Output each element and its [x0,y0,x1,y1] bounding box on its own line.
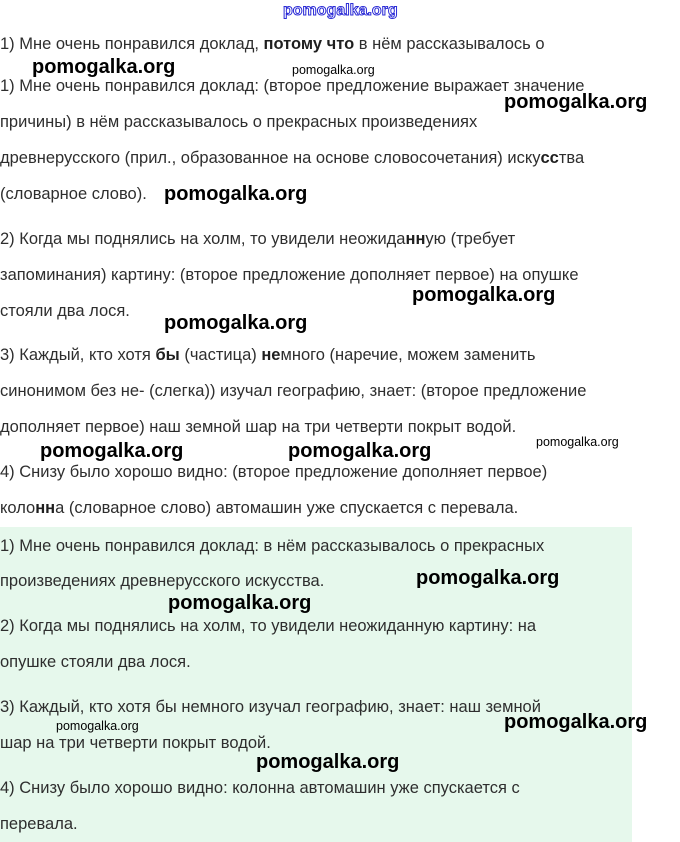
answer-line-7: 4) Снизу было хорошо видно: колонна автомашин уже спускается с [0,779,520,797]
watermark: pomogalka.org [32,56,176,78]
answer-line-4: опушке стояли два лося. [0,653,191,671]
watermark: pomogalka.org [164,183,308,205]
watermark: pomogalka.org [292,63,375,77]
analysis-line-8: стояли два лося. [0,302,130,320]
watermark: pomogalka.org [40,440,184,462]
watermark: pomogalka.org [504,91,648,113]
text-fragment: древнерусского (прил., образованное на основе словосочетания) иску [0,149,541,167]
highlight-letters: нн [35,499,56,517]
answer-line-1: 1) Мне очень понравился доклад: в нём рассказывалось о прекрасных [0,537,545,555]
text-fragment: много (наречие, можем заменить [280,346,536,364]
analysis-line-4 [0,148,584,168]
watermark: pomogalka.org [168,592,312,614]
watermark: pomogalka.org [504,711,648,733]
watermark: pomogalka.org [536,435,619,449]
analysis-line-12: 4) Снизу было хорошо видно: (второе предложение дополняет первое) [0,463,548,481]
answer-line-8: перевала. [0,815,78,833]
answer-line-5: 3) Каждый, кто хотя бы немного изучал географию, знает: наш земной [0,698,541,716]
watermark: pomogalka.org [288,440,432,462]
analysis-line-3: причины) в нём рассказывалось о прекрасных произведениях [0,113,478,131]
text-fragment: ую (требует [425,230,516,248]
header-watermark: pomogalka.org [283,2,398,19]
answer-line-2: произведениях древнерусского искусства. [0,572,325,590]
text-fragment: тва [558,149,585,167]
analysis-line-13 [0,498,518,518]
highlight-conjunction: потому что [263,35,355,53]
text-fragment: 1) Мне очень понравился доклад, [0,35,264,53]
analysis-line-7: запоминания) картину: (второе предложение дополняет первое) на опушке [0,266,579,284]
highlight-letters: нн [405,230,426,248]
text-fragment: 2) Когда мы поднялись на холм, то увидели неожида [0,230,406,248]
text-fragment: в нём рассказывалось о [354,35,545,53]
watermark: pomogalka.org [256,751,400,773]
analysis-line-10: синонимом без не- (слегка)) изучал географию, знает: (второе предложение [0,382,587,400]
analysis-line-5: (словарное слово). [0,185,147,203]
watermark: pomogalka.org [412,284,556,306]
analysis-line-11: дополняет первое) наш земной шар на три четверти покрыт водой. [0,418,517,436]
answer-line-3: 2) Когда мы поднялись на холм, то увидели неожиданную картину: на [0,617,537,635]
text-fragment: (частица) [179,346,262,364]
highlight-prefix: не [261,346,281,364]
analysis-line-1 [0,34,545,54]
text-fragment: коло [0,499,36,517]
text-fragment: 3) Каждый, кто хотя [0,346,156,364]
watermark: pomogalka.org [164,312,308,334]
watermark: pomogalka.org [416,567,560,589]
highlight-particle: бы [155,346,180,364]
analysis-line-2: 1) Мне очень понравился доклад: (второе предложение выражает значение [0,77,585,95]
analysis-line-9 [0,345,536,365]
highlight-letters: сс [540,149,559,167]
answer-line-6: шар на три четверти покрыт водой. [0,734,271,752]
text-fragment: а (словарное слово) автомашин уже спускается с перевала. [55,499,519,517]
analysis-line-6 [0,229,515,249]
watermark: pomogalka.org [56,719,139,733]
